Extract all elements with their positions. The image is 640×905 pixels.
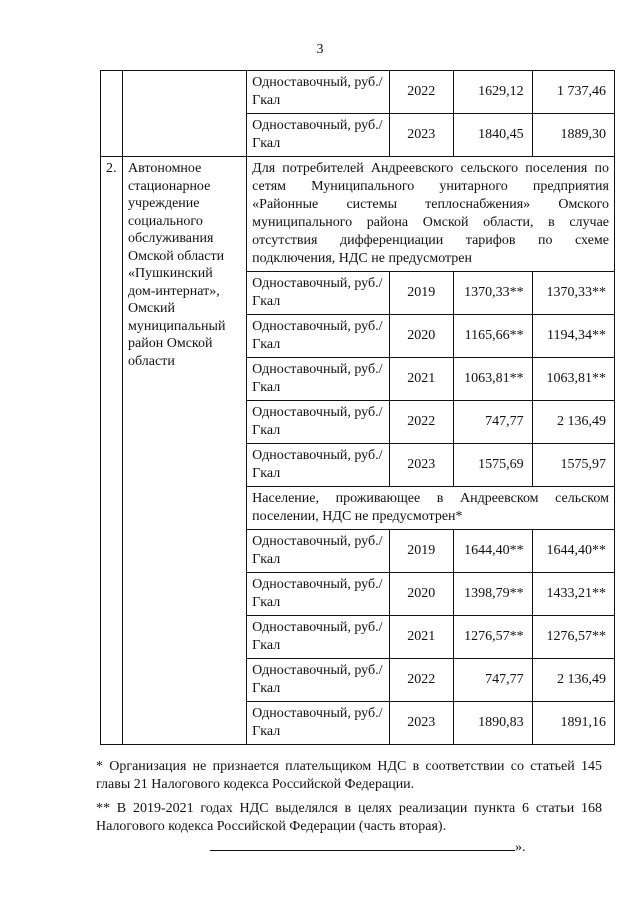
- year-cell: 2023: [389, 444, 453, 487]
- tariff-value-2: 2 136,49: [532, 401, 614, 444]
- footnote-vat-exempt: * Организация не признается плательщиком НДС в соответствии со статьей 145 главы 21 Налогового кодекса Российской Федерации.: [96, 759, 602, 792]
- year-cell: 2019: [389, 272, 453, 315]
- year-cell: 2023: [389, 702, 453, 745]
- closing-line: [210, 840, 526, 856]
- year-cell: 2020: [389, 573, 453, 616]
- year-cell: 2023: [389, 114, 453, 157]
- tariff-value-1: 1165,66**: [453, 315, 532, 358]
- tariff-value-2: 1433,21**: [532, 573, 614, 616]
- tariff-value-2: 2 136,49: [532, 659, 614, 702]
- tariff-type-cell: Одноставочный, руб./Гкал: [247, 315, 390, 358]
- tariff-value-2: 1063,81**: [532, 358, 614, 401]
- tariff-value-1: 1629,12: [453, 71, 532, 114]
- year-cell: 2020: [389, 315, 453, 358]
- tariff-value-1: 747,77: [453, 401, 532, 444]
- year-cell: 2021: [389, 358, 453, 401]
- tariff-type-cell: Одноставочный, руб./Гкал: [247, 573, 390, 616]
- page-number: 3: [316, 42, 324, 57]
- tariff-type-cell: Одноставочный, руб./Гкал: [247, 114, 390, 157]
- tariff-type-cell: Одноставочный, руб./Гкал: [247, 616, 390, 659]
- tariff-table: [100, 70, 615, 745]
- tariff-value-2: 1889,30: [532, 114, 614, 157]
- footnote-vat-2019-2021: ** В 2019-2021 годах НДС выделялся в целях реализации пункта 6 статьи 168 Налогового кодекса Российской Федерации (часть вторая).: [96, 801, 602, 834]
- tariff-value-1: 1644,40**: [453, 530, 532, 573]
- table-row: [101, 71, 615, 114]
- tariff-value-1: 1370,33**: [453, 272, 532, 315]
- tariff-value-2: 1276,57**: [532, 616, 614, 659]
- group-header: Для потребителей Андреевского сельского поселения по сетям Муниципального унитарного предприятия «Районные системы теплоснабжения» Омского муниципального района Омской области, в случае отсутствия дифференциации тарифов по схеме подключения, НДС не предусмотрен: [247, 157, 615, 272]
- org-number: 2.: [101, 157, 123, 745]
- year-cell: 2019: [389, 530, 453, 573]
- tariff-type-cell: Одноставочный, руб./Гкал: [247, 444, 390, 487]
- tariff-value-1: 1575,69: [453, 444, 532, 487]
- tariff-value-1: 1063,81**: [453, 358, 532, 401]
- tariff-value-2: 1644,40**: [532, 530, 614, 573]
- tariff-value-1: 1840,45: [453, 114, 532, 157]
- year-cell: 2022: [389, 71, 453, 114]
- blank-line: [210, 840, 515, 851]
- tariff-type-cell: Одноставочный, руб./Гкал: [247, 530, 390, 573]
- closing-quote: ».: [515, 840, 526, 855]
- tariff-type-cell: Одноставочный, руб./Гкал: [247, 659, 390, 702]
- tariff-value-2: 1891,16: [532, 702, 614, 745]
- empty-number-cell: [101, 71, 123, 157]
- tariff-value-1: 1276,57**: [453, 616, 532, 659]
- tariff-type-cell: Одноставочный, руб./Гкал: [247, 401, 390, 444]
- tariff-value-2: 1575,97: [532, 444, 614, 487]
- group-header: Население, проживающее в Андреевском сельском поселении, НДС не предусмотрен*: [247, 487, 615, 530]
- org-name: Автономное стационарное учреждение социального обслуживания Омской области «Пушкинский дом-интернат», Омский муниципальный район Омской области: [123, 157, 247, 745]
- tariff-type-cell: Одноставочный, руб./Гкал: [247, 358, 390, 401]
- year-cell: 2022: [389, 401, 453, 444]
- year-cell: 2021: [389, 616, 453, 659]
- tariff-value-2: 1 737,46: [532, 71, 614, 114]
- tariff-value-1: 1890,83: [453, 702, 532, 745]
- tariff-type-cell: Одноставочный, руб./Гкал: [247, 71, 390, 114]
- tariff-value-2: 1370,33**: [532, 272, 614, 315]
- tariff-value-1: 747,77: [453, 659, 532, 702]
- year-cell: 2022: [389, 659, 453, 702]
- group-header-row: [101, 157, 615, 272]
- tariff-type-cell: Одноставочный, руб./Гкал: [247, 272, 390, 315]
- tariff-value-1: 1398,79**: [453, 573, 532, 616]
- tariff-value-2: 1194,34**: [532, 315, 614, 358]
- empty-org-cell: [123, 71, 247, 157]
- tariff-type-cell: Одноставочный, руб./Гкал: [247, 702, 390, 745]
